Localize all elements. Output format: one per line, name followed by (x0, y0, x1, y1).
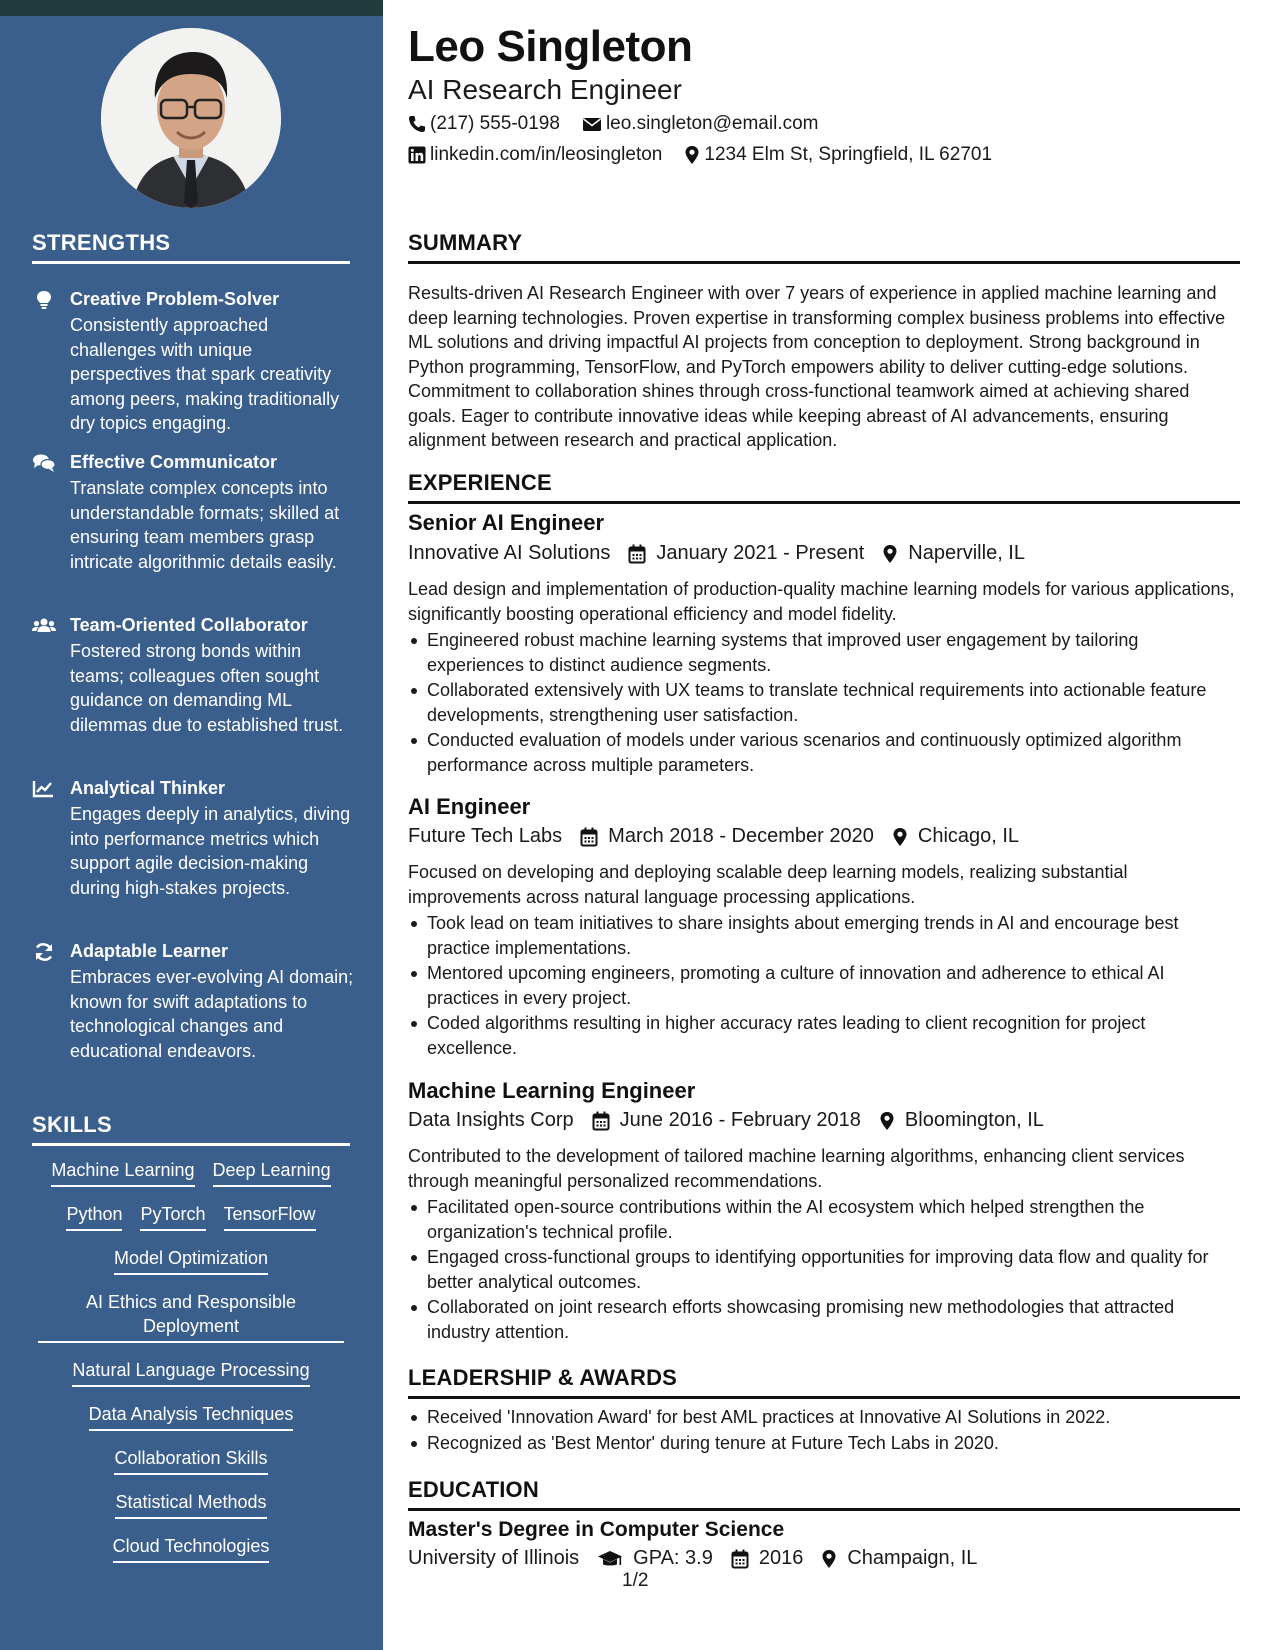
job-title: AI Engineer (408, 794, 531, 819)
skill-tag: Model Optimization (114, 1246, 268, 1275)
leadership-heading: LEADERSHIP & AWARDS (408, 1365, 1240, 1399)
job-meta (408, 825, 1037, 848)
strength-title: Creative Problem-Solver (70, 289, 280, 309)
sidebar (0, 0, 383, 1650)
skill-tag: Machine Learning (51, 1158, 194, 1187)
job-bullets (408, 1195, 1240, 1345)
address-text: 1234 Elm St, Springfield, IL 62701 (704, 144, 993, 165)
skill-tag: AI Ethics and Responsible Deployment (38, 1290, 344, 1343)
strength-title: Adaptable Learner (70, 941, 229, 961)
users-icon (32, 616, 56, 636)
list-item: Collaborated on joint research efforts showcasing promising new methodologies that attracted industry attention. (408, 1295, 1240, 1344)
contact-row (408, 144, 1014, 166)
refresh-icon (32, 942, 56, 962)
skill-tag: Cloud Technologies (113, 1534, 270, 1563)
summary-text: Results-driven AI Research Engineer with over 7 years of experience in applied machine learning and deep learning technologies. Proven expertise in transforming complex business problems into effective ML solutions and driving impactful AI projects from conception to deployment. Strong background in Python programming, TensorFlow, and PyTorch empowers ability to deliver cutting-edge solutions. Commitment to collaboration shines through cross-functional teamwork aimed at achieving shared goals. Eager to contribute innovative ideas while keeping abreast of AI advancements, ensuring alignment between research and practical application. (408, 283, 1226, 450)
job-summary: Lead design and implementation of production-quality machine learning models for various applications, significantly boosting operational efficiency and model fidelity. (408, 579, 1235, 624)
graduation-cap-icon (597, 1549, 623, 1569)
job-summary: Contributed to the development of tailored machine learning algorithms, enhancing client services through meaningful personalized recommendations. (408, 1146, 1185, 1191)
skill-tag: TensorFlow (224, 1202, 316, 1231)
map-pin-icon (684, 145, 700, 165)
leadership-list (408, 1405, 1240, 1456)
school-name: University of Illinois (408, 1547, 580, 1569)
skill-tag: Statistical Methods (115, 1490, 266, 1519)
list-item: Facilitated open-source contributions within the AI ecosystem which helped strengthen the organization's technical profile. (408, 1195, 1240, 1244)
skill-tag: PyTorch (140, 1202, 205, 1231)
skill-tag: Data Analysis Techniques (89, 1402, 294, 1431)
profile-photo (101, 28, 281, 208)
line-chart-icon (32, 779, 56, 799)
map-pin-icon (821, 1549, 837, 1569)
job-meta (408, 1109, 1062, 1132)
strength-title: Analytical Thinker (70, 778, 226, 798)
degree-title: Master's Degree in Computer Science (408, 1518, 785, 1541)
envelope-icon (582, 116, 602, 132)
phone-text[interactable]: (217) 555-0198 (430, 113, 560, 134)
education-meta (408, 1547, 995, 1570)
job-dates: March 2018 - December 2020 (608, 825, 874, 847)
page-number: 1/2 (622, 1570, 649, 1591)
job-summary: Focused on developing and deploying scalable deep learning models, realizing substantial improvements across natural language processing applications. (408, 862, 1128, 907)
calendar-icon (580, 827, 598, 847)
job-bullets (408, 628, 1240, 778)
skill-tag: Python (66, 1202, 122, 1231)
experience-heading: EXPERIENCE (408, 470, 1240, 504)
calendar-icon (592, 1111, 610, 1131)
linkedin-link[interactable]: linkedin.com/in/leosingleton (430, 144, 663, 165)
list-item: Coded algorithms resulting in higher accuracy rates leading to client recognition for project excellence. (408, 1011, 1240, 1060)
skill-tag: Collaboration Skills (114, 1446, 267, 1475)
calendar-icon (628, 544, 646, 564)
skills-list (32, 1158, 350, 1578)
gpa-text: GPA: 3.9 (633, 1547, 713, 1569)
job-location: Bloomington, IL (904, 1109, 1044, 1131)
company-name: Innovative AI Solutions (408, 542, 611, 564)
strength-description: Fostered strong bonds within teams; colleagues often sought guidance on demanding ML dilemmas due to established trust. (70, 641, 344, 735)
job-title: Machine Learning Engineer (408, 1078, 696, 1103)
education-year: 2016 (758, 1547, 804, 1569)
list-item: Collaborated extensively with UX teams to translate technical requirements into actionable feature developments, strengthening user satisfaction. (408, 678, 1240, 727)
candidate-name: Leo Singleton (408, 22, 693, 71)
list-item: Received 'Innovation Award' for best AML practices at Innovative AI Solutions in 2022. (408, 1405, 1240, 1430)
list-item: Conducted evaluation of models under various scenarios and continuously optimized algorithm performance across multiple parameters. (408, 728, 1240, 777)
email-link[interactable]: leo.singleton@email.com (605, 113, 819, 134)
job-location: Chicago, IL (917, 825, 1020, 847)
linkedin-icon (408, 146, 426, 164)
company-name: Future Tech Labs (408, 825, 563, 847)
list-item: Engaged cross-functional groups to identifying opportunities for improving data flow and quality for better analytical outcomes. (408, 1245, 1240, 1294)
map-pin-icon (882, 544, 898, 564)
job-meta (408, 542, 1043, 565)
job-location: Naperville, IL (908, 542, 1025, 564)
contact-row (408, 113, 841, 135)
company-name: Data Insights Corp (408, 1109, 574, 1131)
skill-tag: Deep Learning (213, 1158, 331, 1187)
sidebar-top-bar (0, 0, 383, 16)
skill-tag: Natural Language Processing (72, 1358, 309, 1387)
education-heading: EDUCATION (408, 1477, 1240, 1511)
strength-description: Translate complex concepts into understandable formats; skilled at ensuring team members grasp intricate algorithmic details easily. (70, 478, 340, 572)
job-dates: January 2021 - Present (656, 542, 865, 564)
strength-title: Effective Communicator (70, 452, 278, 472)
strength-description: Engages deeply in analytics, diving into performance metrics which support agile decision-making during high-stakes projects. (70, 804, 351, 898)
calendar-icon (731, 1549, 749, 1569)
phone-icon (408, 115, 426, 133)
strength-title: Team-Oriented Collaborator (70, 615, 308, 635)
strengths-heading: STRENGTHS (32, 230, 350, 264)
skills-heading: SKILLS (32, 1112, 350, 1146)
map-pin-icon (892, 827, 908, 847)
job-dates: June 2016 - February 2018 (619, 1109, 861, 1131)
list-item: Recognized as 'Best Mentor' during tenure at Future Tech Labs in 2020. (408, 1431, 1240, 1456)
strength-description: Embraces ever-evolving AI domain; known for swift adaptations to technological changes and educational endeavors. (70, 967, 354, 1061)
summary-heading: SUMMARY (408, 230, 1240, 264)
list-item: Mentored upcoming engineers, promoting a culture of innovation and adherence to ethical AI practices in every project. (408, 961, 1240, 1010)
job-bullets (408, 911, 1240, 1061)
strength-description: Consistently approached challenges with unique perspectives that spark creativity among peers, making traditionally dry topics engaging. (70, 315, 340, 433)
candidate-title: AI Research Engineer (408, 74, 682, 105)
lightbulb-icon (32, 290, 56, 310)
map-pin-icon (879, 1111, 895, 1131)
job-title: Senior AI Engineer (408, 510, 605, 535)
education-location: Champaign, IL (847, 1547, 978, 1569)
list-item: Engineered robust machine learning systems that improved user engagement by tailoring experiences to distinct audience segments. (408, 628, 1240, 677)
comments-icon (32, 453, 56, 473)
list-item: Took lead on team initiatives to share insights about emerging trends in AI and encourage best practice implementations. (408, 911, 1240, 960)
